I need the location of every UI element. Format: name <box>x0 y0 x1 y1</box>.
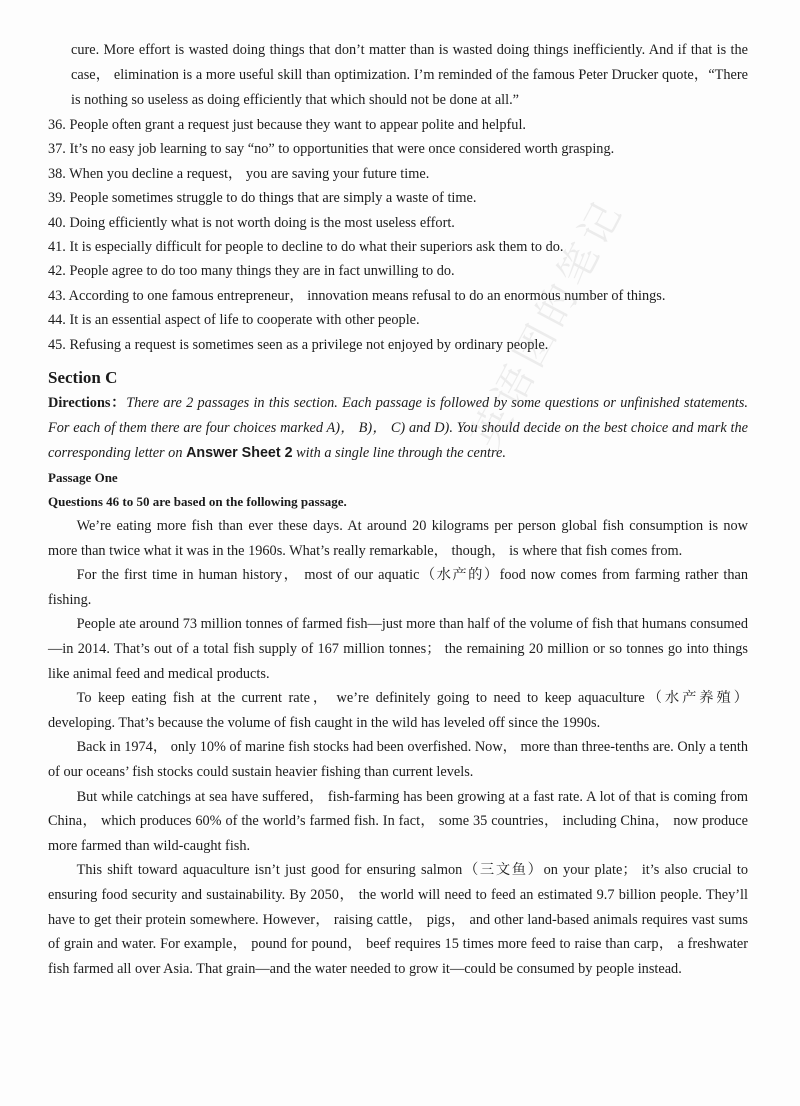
statement-42: 42. People agree to do too many things they are in fact unwilling to do. <box>48 263 455 280</box>
passage-paragraph-3: People ate around 73 million tonnes of farmed fish—just more than half of the volume of fish that humans consumed—in 2014. That’s out of a total fish supply of 167 million tonnes； the remaining 20 million or so tonnes go into things like animal feed and medical products. <box>48 616 748 682</box>
questions-note: Questions 46 to 50 are based on the following passage. <box>48 494 347 510</box>
statement-41: 41. It is especially difficult for people to decline to do what their superiors ask them to do. <box>48 239 564 256</box>
passage-paragraph-4: To keep eating fish at the current rate， we’re definitely going to need to keep aquaculture（水产养殖）developing. That’s because the volume of fish caught in the wild has leveled off since the 1990s. <box>48 690 748 731</box>
exam-page <box>48 38 748 981</box>
statement-36: 36. People often grant a request just because they want to appear polite and helpful. <box>48 117 526 133</box>
passage-paragraph-1: We’re eating more fish than ever these days. At around 20 kilograms per person global fish consumption is now more than twice what it was in the 1960s. What’s really remarkable， though， is where that fish comes from. <box>48 518 748 559</box>
directions <box>48 391 748 466</box>
directions-lead: Directions： <box>48 395 127 412</box>
statement-37: 37. It’s no easy job learning to say “no” to opportunities that were once considered worth grasping. <box>48 141 615 158</box>
passage-paragraph-6: But while catchings at sea have suffered， fish-farming has been growing at a fast rate. A lot of that is coming from China， which produces 60% of the world’s farmed fish. In fact， some 35 countries， including China， now produce more farmed than wild-caught fish. <box>48 788 748 854</box>
statement-39: 39. People sometimes struggle to do things that are simply a waste of time. <box>48 190 477 207</box>
passage-paragraph-2: For the first time in human history， most of our aquatic（水产的）food now comes from farming rather than fishing. <box>48 567 748 608</box>
statement-44: 44. It is an essential aspect of life to cooperate with other people. <box>48 312 420 329</box>
section-title: Section C <box>48 368 118 388</box>
continuation-paragraph: cure. More effort is wasted doing things that don’t matter than is wasted doing things inefficiently. And if that is the case， elimination is a more useful skill than optimization. I’m reminded of the famous Peter Drucker quote，“There is nothing so useless as doing efficiently that which should not be done at all.” <box>71 42 748 108</box>
directions-text: There are 2 passages in this section. Each passage is followed by some questions or unfinished statements. For each of them there are four choices marked A)， B)， C) and D). You should decide on the best choice and mark the corresponding letter on <box>48 395 748 462</box>
statement-40: 40. Doing efficiently what is not worth doing is the most useless effort. <box>48 214 455 231</box>
statement-45: 45. Refusing a request is sometimes seen as a privilege not enjoyed by ordinary people. <box>48 336 549 353</box>
passage-title: Passage One <box>48 470 118 486</box>
directions-end: with a single line through the centre. <box>292 445 506 462</box>
passage-paragraph-5: Back in 1974， only 10% of marine fish stocks had been overfished. Now， more than three-tenths are. Only a tenth of our oceans’ fish stocks could sustain heavier fishing than current levels. <box>48 739 748 780</box>
statement-38: 38. When you decline a request， you are saving your future time. <box>48 165 430 182</box>
passage-paragraph-7: This shift toward aquaculture isn’t just good for ensuring salmon（三文鱼）on your plate； it’s also crucial to ensuring food security and sustainability. By 2050， the world will need to feed an estimated 9.7 billion people. They’ll have to get their protein somewhere. However， raising cattle， pigs， and other land-based animals requires vast sums of grain and water. For example， pound for pound， beef requires 15 times more feed to raise than carp， a freshwater fish farmed all over Asia. That grain—and the water needed to grow it—could be consumed by people instead. <box>48 862 748 977</box>
answer-sheet-label: Answer Sheet 2 <box>186 445 293 462</box>
watermark: 英语团的笔记 <box>462 190 634 456</box>
statement-43: 43. According to one famous entrepreneur， innovation means refusal to do an enormous number of things. <box>48 287 666 304</box>
statement-list <box>48 113 748 357</box>
